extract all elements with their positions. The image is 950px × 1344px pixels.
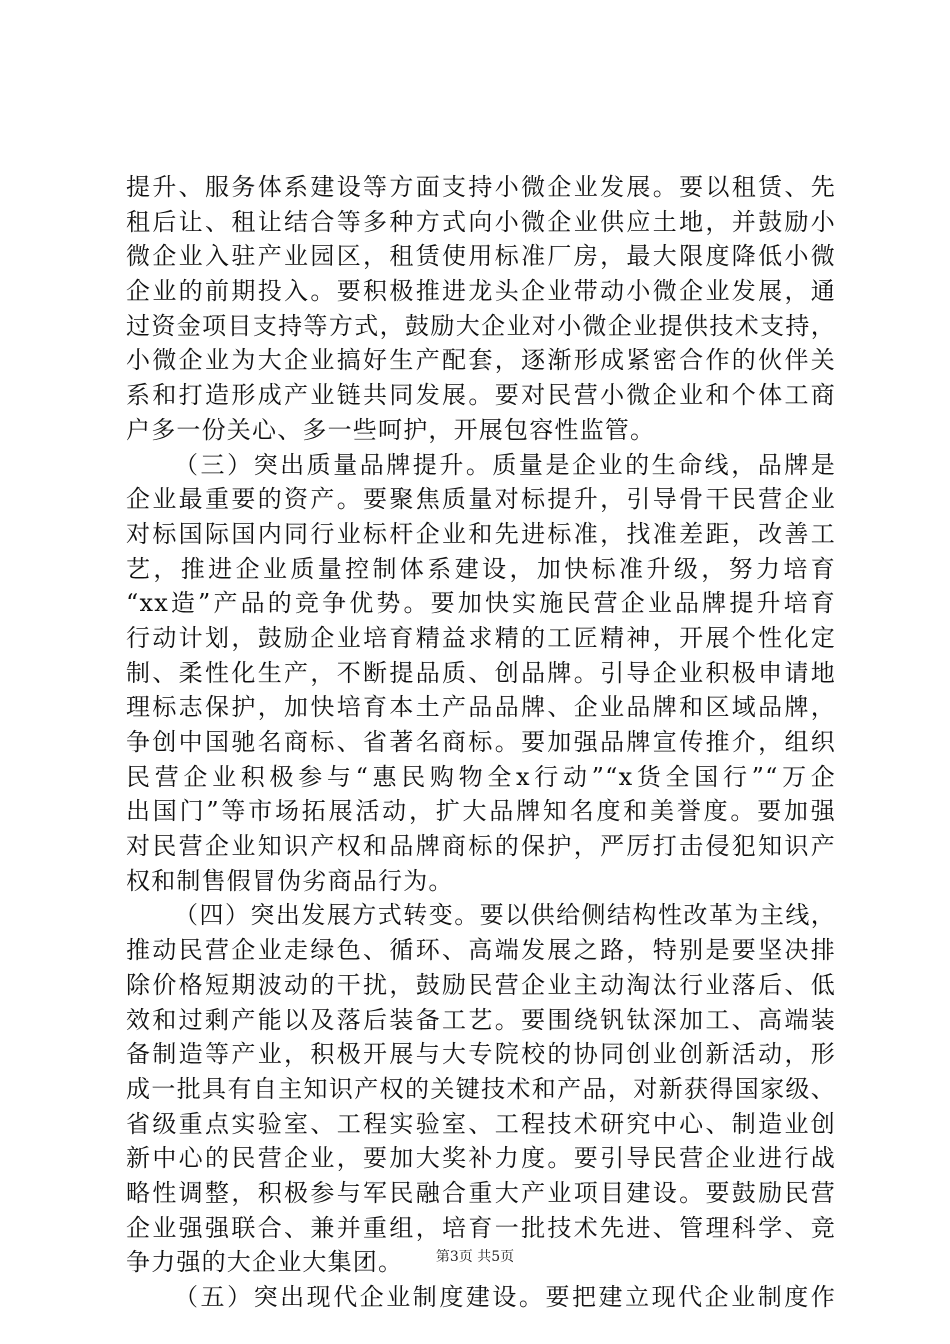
section-heading-line: （三）突出质量品牌提升。质量是企业的生命线，品牌是 (174, 450, 836, 479)
text-line: 理标志保护，加快培育本土产品品牌、企业品牌和区域品牌， (126, 693, 836, 722)
text-line: 系和打造形成产业链共同发展。要对民营小微企业和个体工商 (126, 381, 836, 410)
text-line: 争创中国驰名商标、省著名商标。要加强品牌宣传推介，组织 (126, 728, 836, 756)
text-line: 省级重点实验室、工程实验室、工程技术研究中心、制造业创 (126, 1109, 836, 1138)
text-line: 企业强强联合、兼并重组，培育一批技术先进、管理科学、竞 (126, 1213, 836, 1242)
section-heading-line: （四）突出发展方式转变。要以供给侧结构性改革为主线， (174, 901, 836, 930)
text-line: 企业最重要的资产。要聚焦质量对标提升，引导骨干民营企业 (126, 485, 836, 514)
text-line: 除价格短期波动的干扰，鼓励民营企业主动淘汰行业落后、低 (126, 970, 836, 999)
text-line: “xx造”产品的竞争优势。要加快实施民营企业品牌提升培育 (126, 589, 836, 618)
text-line: 争力强的大企业大集团。 (126, 1248, 404, 1277)
text-line: 行动计划，鼓励企业培育精益求精的工匠精神，开展个性化定 (126, 623, 836, 652)
text-line: 民营企业积极参与“惠民购物全x行动”“x货全国行”“万企 (126, 762, 836, 791)
text-line: 企业的前期投入。要积极推进龙头企业带动小微企业发展，通 (126, 277, 836, 306)
text-line: 制、柔性化生产，不断提品质、创品牌。引导企业积极申请地 (126, 658, 836, 687)
text-line: 成一批具有自主知识产权的关键技术和产品，对新获得国家级、 (126, 1074, 836, 1103)
text-line: 推动民营企业走绿色、循环、高端发展之路，特别是要坚决排 (126, 936, 836, 965)
text-line: 出国门”等市场拓展活动，扩大品牌知名度和美誉度。要加强 (126, 797, 836, 826)
text-line: 权和制售假冒伪劣商品行为。 (126, 866, 454, 895)
text-line: 效和过剩产能以及落后装备工艺。要围绕钒钛深加工、高端装 (126, 1005, 836, 1034)
text-line: 新中心的民营企业，要加大奖补力度。要引导民营企业进行战 (126, 1144, 836, 1173)
text-line: 微企业入驻产业园区，租赁使用标准厂房，最大限度降低小微 (126, 242, 836, 271)
text-line: 略性调整，积极参与军民融合重大产业项目建设。要鼓励民营 (126, 1178, 836, 1207)
text-line: 对民营企业知识产权和品牌商标的保护，严厉打击侵犯知识产 (126, 832, 836, 861)
text-line: 对标国际国内同行业标杆企业和先进标准，找准差距，改善工 (126, 519, 836, 548)
page-number-footer: 第3页 共5页 (435, 1249, 515, 1265)
text-line: 小微企业为大企业搞好生产配套，逐渐形成紧密合作的伙伴关 (126, 346, 836, 375)
text-line: 提升、服务体系建设等方面支持小微企业发展。要以租赁、先 (126, 173, 836, 201)
text-line: 艺，推进企业质量控制体系建设，加快标准升级，努力培育 (126, 554, 836, 583)
text-line: 户多一份关心、多一些呵护，开展包容性监管。 (126, 415, 656, 444)
body-text (126, 170, 836, 1315)
text-line: 过资金项目支持等方式，鼓励大企业对小微企业提供技术支持， (126, 311, 836, 340)
section-heading-line: （五）突出现代企业制度建设。要把建立现代企业制度作 (174, 1283, 836, 1311)
text-line: 备制造等产业，积极开展与大专院校的协同创业创新活动，形 (126, 1040, 836, 1069)
text-line: 租后让、租让结合等多种方式向小微企业供应土地，并鼓励小 (126, 207, 836, 236)
